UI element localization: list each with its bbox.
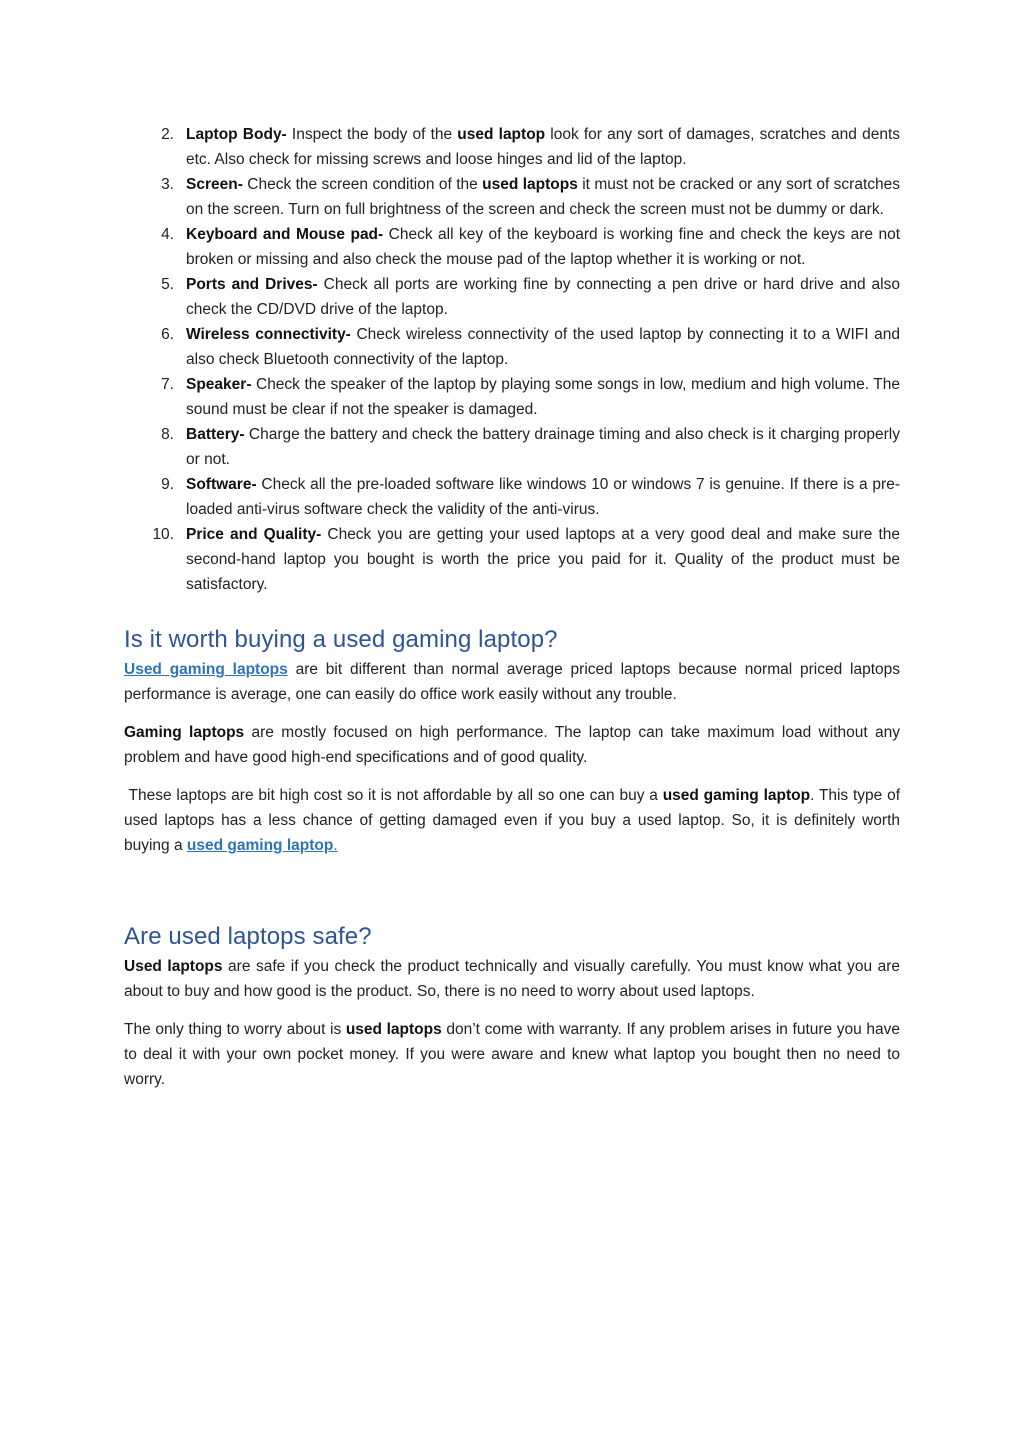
item-text: Check all ports are working fine by connecting a pen drive or hard drive and also check the CD/DVD drive of the laptop.: [186, 276, 900, 318]
bold-term: used laptops: [345, 1021, 442, 1038]
item-text: Check the screen condition of the: [242, 176, 483, 193]
list-item: [124, 372, 900, 422]
item-text: Check all the pre-loaded software like windows 10 or windows 7 is genuine. If there is a pre-loaded anti-virus software check the validity of the anti-virus.: [186, 476, 900, 518]
checklist: [124, 122, 900, 597]
item-bold: used laptop: [457, 126, 546, 143]
bold-term: Gaming laptops: [124, 724, 245, 741]
list-item: [124, 472, 900, 522]
bold-term: Used laptops: [124, 958, 223, 975]
paragraph: [124, 954, 900, 1004]
list-item: [124, 322, 900, 372]
paragraph: [124, 657, 900, 707]
item-text: it must not be cracked or any sort of scratches on the screen. Turn on full brightness of the screen and check the screen must not be dummy or dark.: [186, 176, 900, 218]
item-text: Inspect the body of the: [286, 126, 458, 143]
paragraph-text: . This type of used laptops has a less chance of getting damaged even if you buy a used laptop. So, it is definitely worth buying a: [124, 787, 901, 854]
item-text: Check all key of the keyboard is working fine and check the keys are not broken or missing and also check the mouse pad of the laptop whether it is working or not.: [186, 226, 900, 268]
list-number: 9.: [161, 476, 174, 493]
paragraph-text: These laptops are bit high cost so it is not affordable by all so one can buy a: [124, 787, 663, 804]
item-text: Check you are getting your used laptops at a very good deal and make sure the second-hand laptop you bought is worth the price you paid for it. Quality of the product must be satisfactory.: [186, 526, 901, 593]
list-number: 4.: [161, 226, 174, 243]
list-item: [124, 272, 900, 322]
item-title: Price and Quality-: [186, 526, 322, 543]
item-text: Charge the battery and check the battery drainage timing and also check is it charging properly or not.: [186, 426, 900, 468]
item-text: Check the speaker of the laptop by playing some songs in low, medium and high volume. The sound must be clear if not the speaker is damaged.: [186, 376, 900, 418]
item-text: look for any sort of damages, scratches and dents etc. Also check for missing screws and loose hinges and lid of the laptop.: [186, 126, 900, 168]
section-heading-safety: Are used laptops safe?: [124, 923, 372, 950]
item-title: Speaker-: [186, 376, 252, 393]
link-period[interactable]: .: [333, 837, 338, 854]
paragraph-text: are bit different than normal average priced laptops because normal priced laptops performance is average, one can easily do office work easily without any trouble.: [124, 661, 900, 703]
paragraph-text: are mostly focused on high performance. The laptop can take maximum load without any problem and have good high-end specifications and of good quality.: [124, 724, 900, 766]
list-item: [124, 172, 900, 222]
list-number: 8.: [161, 426, 174, 443]
item-title: Laptop Body-: [186, 126, 287, 143]
paragraph-text: are safe if you check the product technically and visually carefully. You must know what you are about to buy and how good is the product. So, there is no need to worry about used laptops.: [124, 958, 901, 1000]
item-title: Software-: [186, 476, 257, 493]
list-item: [124, 222, 900, 272]
list-number: 10.: [152, 526, 174, 543]
item-title: Ports and Drives-: [186, 276, 318, 293]
section-heading-worth-buying: Is it worth buying a used gaming laptop?: [124, 626, 558, 653]
paragraph-text: don’t come with warranty. If any problem arises in future you have to deal it with your own pocket money. If you were aware and knew what laptop you bought then no need to worry.: [124, 1021, 900, 1088]
document-page: [124, 122, 900, 1092]
list-number: 2.: [161, 126, 174, 143]
used-gaming-laptops-link[interactable]: Used gaming laptops: [124, 661, 288, 678]
used-gaming-laptop-link[interactable]: used gaming laptop: [186, 837, 334, 854]
list-number: 7.: [161, 376, 174, 393]
paragraph: [124, 1017, 900, 1092]
item-title: Battery-: [186, 426, 245, 443]
paragraph: [124, 783, 900, 858]
list-item: [124, 122, 900, 172]
list-number: 3.: [161, 176, 174, 193]
item-text: Check wireless connectivity of the used laptop by connecting it to a WIFI and also check Bluetooth connectivity of the laptop.: [186, 326, 901, 368]
paragraph: [124, 720, 900, 770]
paragraph-text: The only thing to worry about is: [124, 1021, 346, 1038]
list-number: 6.: [161, 326, 174, 343]
list-number: 5.: [161, 276, 174, 293]
list-item: [124, 422, 900, 472]
bold-term: used gaming laptop: [662, 787, 811, 804]
item-title: Wireless connectivity-: [186, 326, 351, 343]
item-title: Keyboard and Mouse pad-: [186, 226, 384, 243]
item-bold: used laptops: [482, 176, 578, 193]
list-item: [124, 522, 900, 597]
item-title: Screen-: [186, 176, 243, 193]
